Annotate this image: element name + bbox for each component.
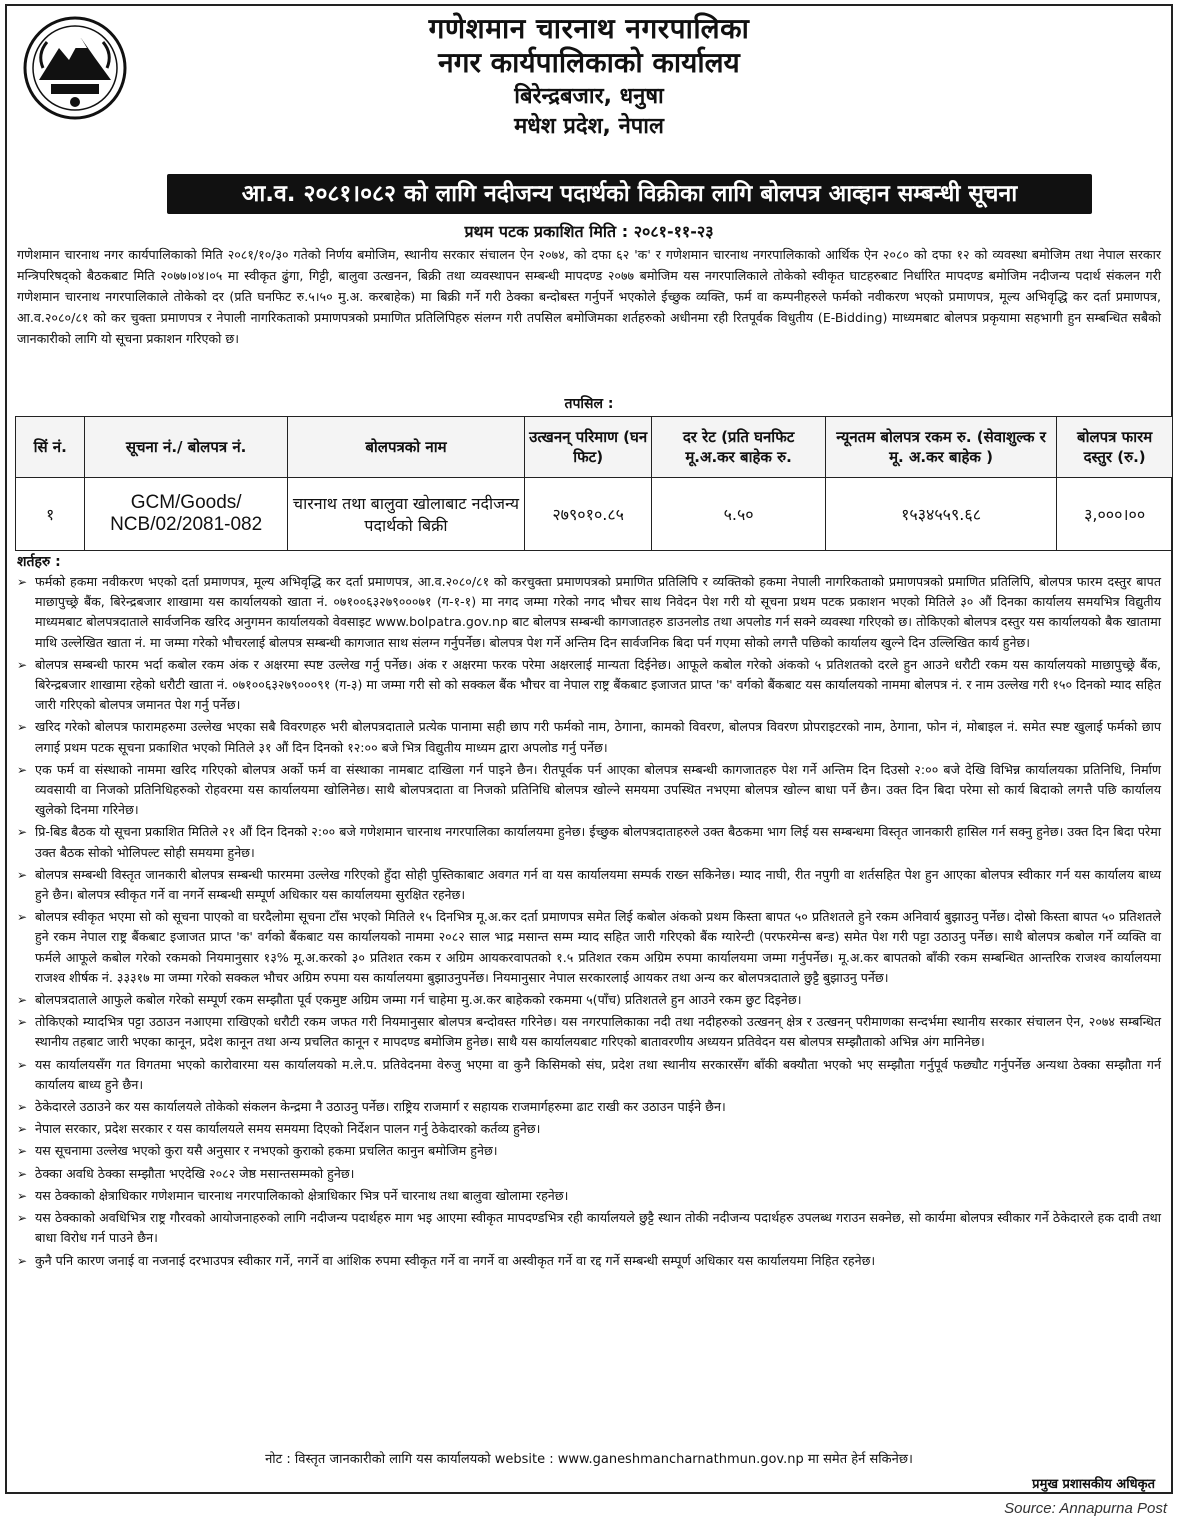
col-min-amount: न्यूनतम बोलपत्र रकम रु. (सेवाशुल्क र मू. अ.कर बाहेक ) bbox=[825, 417, 1056, 478]
list-item: ➢ तोकिएको म्यादभित्र पट्टा उठाउन नआएमा राखिएको धरौटी रकम जफत गरी नियमानुसार बोलपत्र बन्दोवस्त गरिनेछ। यस नगरपालिकाका नदी तथा नदीहरुको उत्खनन् क्षेत्र र उत्खनन् परीमाणका सन्दर्भमा स्थानीय सरकार संचालन ऐन, २०७४ सम्बन्धित स्थानीय तहबाट जारी भएका कानून, प्रदेश कानून तथा अन्य प्रचलित कानून र मापदण्ड बमोजिम हुनेछ। साथै यस कार्यालयबाट गरिएको बातावरणीय अध्ययन प्रतिवेदन यस बोलपत्र सम्झौताको अभिन्न अंग मानिनेछ। bbox=[17, 1014, 1161, 1050]
list-item: ➢ यस कार्यालयसँग गत विगतमा भएको कारोवारमा यस कार्यालयको म.ले.प. प्रतिवेदनमा वेरुजु भएमा वा कुनै किसिमको संघ, प्रदेश तथा स्थानीय सरकारसँग बाँकी बक्यौता भएको भए सम्झौता गर्नुपूर्व फछ्यौट गर्नुपर्नेछ अन्यथा ठेक्का सम्झौता गर्न कार्यालय बाध्य हुने छैन। bbox=[17, 1056, 1161, 1092]
col-quantity: उत्खनन् परिमाण (घन फिट) bbox=[525, 417, 652, 478]
bid-table bbox=[15, 416, 1173, 551]
intro-paragraph: गणेशमान चारनाथ नगर कार्यपालिकाको मिति २०८१/१०/३० गतेको निर्णय बमोजिम, स्थानीय सरकार संचालन ऐन २०७४, को दफा ६२ 'क' र गणेशमान चारनाथ नगरपालिकाको आर्थिक ऐन २०८० को दफा १२ को व्यवस्था बमोजिम तथा नेपाल सरकार मन्त्रिपरिषद्को बैठकबाट मिति २०७७।०४।०५ मा स्वीकृत ढुंगा, गिट्टी, बालुवा उत्खनन, बिक्री तथा व्यवस्थापन सम्बन्धी मापदण्ड २०७७ बमोजिम यस नगरपालिकाले तोकेको स्वीकृत घाटहरुबाट निर्धारित मापदण्ड बमोजिम नदीजन्य पदार्थ संकलन गरी गणेशमान चारनाथ नगरपालिकाले तोकेको दर (प्रति घनफिट रु.५।५० मु.अ. करबाहेक) मा बिक्री गर्ने गरी ठेक्का बन्दोबस्त गर्नुपर्ने भएकोले ईच्छुक व्यक्ति, फर्म वा कम्पनीहरुले फर्मको नवीकरण भएको प्रमाणपत्र, मूल्य अभिवृद्धि कर दर्ता प्रमाणपत्र, आ.व.२०८०/८१ को कर चुक्ता प्रमाणपत्र र नेपाली नागरिकताको प्रमाणपत्रको प्रमाणित प्रतिलिपिहरु संलग्न गरी तपसिल बमोजिमका शर्तहरुको अधीनमा रही रितपूर्वक विधुतीय (E-Bidding) माध्यमबाट बोलपत्र प्रकृयामा सहभागी हुन सम्बन्धित सबैको जानकारीको लागि यो सूचना प्रकाशन गरिएको छ। bbox=[17, 247, 1161, 346]
arrow-bullet-icon: ➢ bbox=[17, 720, 28, 735]
arrow-bullet-icon: ➢ bbox=[17, 1188, 28, 1203]
list-item: ➢ ठेकेदारले उठाउने कर यस कार्यालयले तोकेको संकलन केन्द्रमा नै उठाउनु पर्नेछ। राष्ट्रिय राजमार्ग र सहायक राजमार्गहरुमा ढाट राखी कर उठाउन पाईने छैन। bbox=[17, 1097, 1161, 1117]
col-rate: दर रेट (प्रति घनफिट मू.अ.कर बाहेक रु. bbox=[652, 417, 826, 478]
arrow-bullet-icon: ➢ bbox=[17, 1057, 28, 1072]
arrow-bullet-icon: ➢ bbox=[17, 1015, 28, 1030]
signatory-title: प्रमुख प्रशासकीय अधिकृत bbox=[1032, 1477, 1155, 1492]
arrow-bullet-icon: ➢ bbox=[17, 1144, 28, 1159]
col-notice-no: सूचना नं./ बोलपत्र नं. bbox=[85, 417, 287, 478]
arrow-bullet-icon: ➢ bbox=[17, 993, 28, 1008]
terms-heading: शर्तहरु : bbox=[17, 554, 61, 570]
list-item: ➢ बोलपत्र सम्बन्धी फारम भर्दा कबोल रकम अंक र अक्षरमा स्पष्ट उल्लेख गर्नु पर्नेछ। अंक र अक्षरमा फरक परेमा अक्षरलाई मान्यता दिईनेछ। आफूले कबोल गरेको अंकको ५ प्रतिशतको दरले हुन आउने धरौटी रकम यस कार्यालयको माछापुच्छ्रे बैंक, बिरेन्द्रबजार शाखामा रहेको धरौटी खाता नं. ०७१००६३२७९०००९१ (ग-३) मा जम्मा गरी सो को सक्कल बैंक भौचर वा नेपाल राष्ट्र बैंकबाट इजाजत प्राप्त 'क' वर्गको बैंकबाट यस कार्यालयको नाममा बोलपत्र नं. र नाम उल्लेख गरी १५० दिनको म्याद सहित जारी गरिएको बोलपत्र जमानत पेश गर्नु पर्नेछ। bbox=[17, 656, 1161, 713]
cell-notice-no: GCM/Goods/ NCB/02/2081-082 bbox=[85, 478, 287, 551]
cell-quantity: २७९०१०.८५ bbox=[525, 478, 652, 551]
website-note: नोट : विस्तृत जानकारीको लागि यस कार्यालयको website : www.ganeshmancharnathmun.gov.np मा समेत हेर्न सकिनेछ। bbox=[265, 1452, 913, 1467]
notice-title-banner: आ.व. २०८१।०८२ को लागि नदीजन्य पदार्थको विक्रीका लागि बोलपत्र आव्हान सम्बन्धी सूचना bbox=[167, 174, 1092, 214]
header-lines bbox=[7, 12, 1171, 142]
province-country: मधेश प्रदेश, नेपाल bbox=[514, 114, 664, 139]
notice-header bbox=[7, 6, 1171, 168]
publication-date: प्रथम पटक प्रकाशित मिति : २०८१-११-२३ bbox=[464, 222, 714, 241]
arrow-bullet-icon: ➢ bbox=[17, 1253, 28, 1268]
list-item: ➢ यस सूचनामा उल्लेख भएको कुरा यसै अनुसार र नभएको कुराको हकमा प्रचलित कानुन बमोजिम हुनेछ। bbox=[17, 1141, 1161, 1161]
col-form-fee: बोलपत्र फारम दस्तुर (रु.) bbox=[1057, 417, 1173, 478]
arrow-bullet-icon: ➢ bbox=[17, 1211, 28, 1226]
arrow-bullet-icon: ➢ bbox=[17, 1122, 28, 1137]
arrow-bullet-icon: ➢ bbox=[17, 1166, 28, 1181]
arrow-bullet-icon: ➢ bbox=[17, 867, 28, 882]
col-bid-name: बोलपत्रको नाम bbox=[287, 417, 524, 478]
cell-form-fee: ३,०००।०० bbox=[1057, 478, 1173, 551]
schedule-heading: तपसिल : bbox=[564, 396, 614, 412]
list-item: ➢ नेपाल सरकार, प्रदेश सरकार र यस कार्यालयले समय समयमा दिएको निर्देशन पालन गर्नु ठेकेदारको कर्तव्य हुनेछ। bbox=[17, 1119, 1161, 1139]
cell-rate: ५.५० bbox=[652, 478, 826, 551]
list-item: ➢ बोलपत्रदाताले आफुले कबोल गरेको सम्पूर्ण रकम सम्झौता पूर्व एकमुष्ट अग्रिम जम्मा गर्न चाहेमा मु.अ.कर बाहेकको रकममा ५(पाँच) प्रतिशतले हुन आउने रकम छुट दिइनेछ। bbox=[17, 990, 1161, 1010]
arrow-bullet-icon: ➢ bbox=[17, 762, 28, 777]
list-item: ➢ ठेक्का अवधि ठेक्का सम्झौता भएदेखि २०८२ जेष्ठ मसान्तसम्मको हुनेछ। bbox=[17, 1164, 1161, 1184]
bid-table-header-row bbox=[16, 417, 1173, 478]
cell-bid-name: चारनाथ तथा बालुवा खोलाबाट नदीजन्य पदार्थको बिक्री bbox=[287, 478, 524, 551]
list-item: ➢ फर्मको हकमा नवीकरण भएको दर्ता प्रमाणपत्र, मूल्य अभिवृद्धि कर दर्ता प्रमाणपत्र, आ.व.२०८०/८१ को करचुक्ता प्रमाणपत्रको प्रमाणित प्रतिलिपि र व्यक्तिको हकमा नेपाली नागरिकताको प्रमाणपत्रको प्रमाणित प्रतिलिपि, बोलपत्र फारम दस्तुर बापत माछापुच्छ्रे बैंक, बिरेन्द्रबजार शाखामा यस कार्यालयको खाता नं. ०७१००६३२७९०००७१ (ग-१-१) मा नगद जम्मा गरेको नगद भौचर साथ निवेदन पेश गरी यो सूचना प्रथम पटक प्रकाशन भएको मितिले ३० औं दिनका कार्यालय समयभित्र विद्युतीय माध्यमबाट बोलपत्रदाताले सार्वजनिक खरिद अनुगमन कार्यालयको वेवसाइट www.bolpatra.gov.np बाट बोलपत्र सम्बन्धी कागजातहरु डाउनलोड तथा अपलोड गर्न सक्ने व्यवस्था गरिएको छ। तोकिएको बोलपत्र दस्तुर यस कार्यालयको बैक खातामा माथि उल्लेखित खाता नं. मा जम्मा गरेको भौचरलाई बोलपत्र सम्बन्धी कागजात साथ संलग्न गर्नुपर्नेछ। बोलपत्र पेश गर्ने अन्तिम दिन सार्वजनिक बिदा पर्न गएमा सोको लगत्तै पछिको कार्यालय खुल्ने दिन उल्लिखित कार्य हुनेछ। bbox=[17, 574, 1161, 650]
source-credit: Source: Annapurna Post bbox=[1004, 1500, 1167, 1517]
municipality-name: गणेशमान चारनाथ नगरपालिका bbox=[428, 12, 750, 45]
office-address: बिरेन्द्रबजार, धनुषा bbox=[514, 84, 664, 109]
list-item: ➢ एक फर्म वा संस्थाको नाममा खरिद गरिएको बोलपत्र अर्को फर्म वा संस्थाका नामबाट दाखिला गर्न पाइने छैन। रीतपूर्वक पर्न आएका बोलपत्र सम्बन्धी कागजातहरु पेश गर्ने अन्तिम दिन दिउसो २:०० बजे देखि विभिन्न कार्यालयका प्रतिनिधि, निर्माण व्यवसायी वा निजको प्रतिनिधिहरुको रोहवरमा यस कार्यालयमा खोलिनेछ। साथै बोलपत्रदाता वा निजको प्रतिनिधि बोलपत्र खोल्ने समयमा उपस्थित नभएमा बोलपत्र खोल्न बाधा पर्ने छैन। उक्त दिन बिदा परेमा सो कार्य बिदाको लगत्तै पछि कार्यालय खुलेको दिनमा गरिनेछ। bbox=[17, 761, 1161, 818]
arrow-bullet-icon: ➢ bbox=[17, 657, 28, 672]
arrow-bullet-icon: ➢ bbox=[17, 575, 28, 589]
list-item: ➢ यस ठेक्काको क्षेत्राधिकार गणेशमान चारनाथ नगरपालिकाको क्षेत्राधिकार भित्र पर्ने चारनाथ तथा बालुवा खोलामा रहनेछ। bbox=[17, 1186, 1161, 1206]
table-row bbox=[16, 478, 1173, 551]
arrow-bullet-icon: ➢ bbox=[17, 825, 28, 840]
list-item: ➢ बोलपत्र स्वीकृत भएमा सो को सूचना पाएको वा घरदैलोमा सूचना टाँस भएको मितिले १५ दिनभित्र मू.अ.कर दर्ता प्रमाणपत्र समेत लिई कबोल अंकको प्रथम किस्ता बापत ५० प्रतिशतले हुने रकम अनिवार्य बुझाउनु पर्नेछ। दोस्रो किस्ता बापत ५० प्रतिशतले हुने रकम नेपाल राष्ट्र बैंकबाट इजाजत प्राप्त 'क' वर्गको बैंकबाट यस कार्यालयको नाममा २०८२ साल भाद्र मसान्त सम्म म्याद सहित जारी गरिएको बैंक ग्यारेन्टी (परफरमेन्स बन्ड) समेत पेश गरी पट्टा उठाउनु पर्नेछ। साथै बोलपत्र कबोल गर्ने व्यक्ति वा फर्मले आफूले कबोल गरेको रकमको नियमानुसार १३% मू.अ.करको ३० प्रतिशत रकम र अग्रिम आयकरवापतको १.५ प्रतिशत रकम अग्रिम रुपमा कार्यालयमा जम्मा गर्नुपर्नेछ। मू.अ.कर बापतको बाँकी रकम सम्बन्धित आन्तरिक राजश्व कार्यालयमा राजश्व शीर्षक नं. ३३३१७ मा जम्मा गरेको सक्कल भौचर अग्रिम रुपमा यस कार्यालयमा बुझाउनुपर्नेछ। नियमानुसार नेपाल सरकारलाई आयकर तथा अन्य कर बोलपत्रदाताले छुट्टै बुझाउनु पर्नेछ। bbox=[17, 909, 1161, 985]
col-serial: सिं नं. bbox=[16, 417, 85, 478]
arrow-bullet-icon: ➢ bbox=[17, 1100, 28, 1115]
list-item: ➢ खरिद गरेको बोलपत्र फारामहरुमा उल्लेख भएका सबै विवरणहरु भरी बोलपत्रदाताले प्रत्येक पानामा सही छाप गरी फर्मको नाम, ठेगाना, कामको विवरण, बोलपत्र विवरण प्रोपराइटरको नाम, ठेगाना, फोन नं, मोबाइल नं. समेत स्पष्ट खुलाई फर्मको छाप लगाई प्रथम पटक सूचना प्रकाशित भएको मितिले ३१ औं दिन दिनको १२:०० बजे भित्र विद्युतीय माध्यम द्वारा अपलोड गर्नु पर्नेछ। bbox=[17, 719, 1161, 755]
cell-serial: १ bbox=[16, 478, 85, 551]
list-item: ➢ कुनै पनि कारण जनाई वा नजनाई दरभाउपत्र स्वीकार गर्ने, नगर्ने वा आंशिक रुपमा स्वीकृत गर्ने वा नगर्ने वा अस्वीकृत गर्ने वा रद्द गर्ने सम्बन्धी सम्पूर्ण अधिकार यस कार्यालयमा निहित रहनेछ। bbox=[17, 1251, 1161, 1271]
list-item: ➢ प्रि-बिड बैठक यो सूचना प्रकाशित मितिले २१ औं दिन दिनको २:०० बजे गणेशमान चारनाथ नगरपालिका कार्यालयमा हुनेछ। ईच्छुक बोलपत्रदाताहरुले उक्त बैठकमा भाग लिई यस सम्बन्धमा विस्तृत जानकारी हासिल गर्न सक्नु हुनेछ। उक्त दिन बिदा परेमा उक्त बैठक सोको भोलिपल्ट सोही समयमा हुनेछ। bbox=[17, 824, 1161, 860]
list-item: ➢ बोलपत्र सम्बन्धी विस्तृत जानकारी बोलपत्र सम्बन्धी फारममा उल्लेख गरिएको हुँदा सोही पुस्तिकाबाट अवगत गर्न वा यस कार्यालयमा सम्पर्क राख्न सकिनेछ। म्याद नाघी, रीत नपुगी वा शर्तसहित पेश हुन आएका बोलपत्र स्वीकार गर्न यस कार्यालय बाध्य हुने छैन। बोलपत्र स्वीकृत गर्ने वा नगर्ने सम्बन्धी सम्पूर्ण अधिकार यस कार्यालयमा सुरक्षित रहनेछ। bbox=[17, 866, 1162, 903]
terms-list bbox=[17, 572, 1161, 1273]
list-item: ➢ यस ठेक्काको अवधिभित्र राष्ट्र गौरवको आयोजनाहरुको लागि नदीजन्य पदार्थहरु माग भइ आएमा स्वीकृत मापदण्डभित्र रही कार्यालयले छुट्टै स्थान तोकी नदीजन्य पदार्थहरु उपलब्ध गराउन सक्नेछ, सो कार्यमा बोलपत्र स्वीकार गर्ने ठेकेदारले हक दावी तथा बाधा विरोध गर्न पाउने छैन। bbox=[17, 1210, 1161, 1246]
notice-frame bbox=[5, 4, 1173, 1494]
office-name: नगर कार्यपालिकाको कार्यालय bbox=[438, 46, 740, 79]
arrow-bullet-icon: ➢ bbox=[17, 910, 28, 925]
cell-min-amount: १५३४५५९.६८ bbox=[825, 478, 1056, 551]
